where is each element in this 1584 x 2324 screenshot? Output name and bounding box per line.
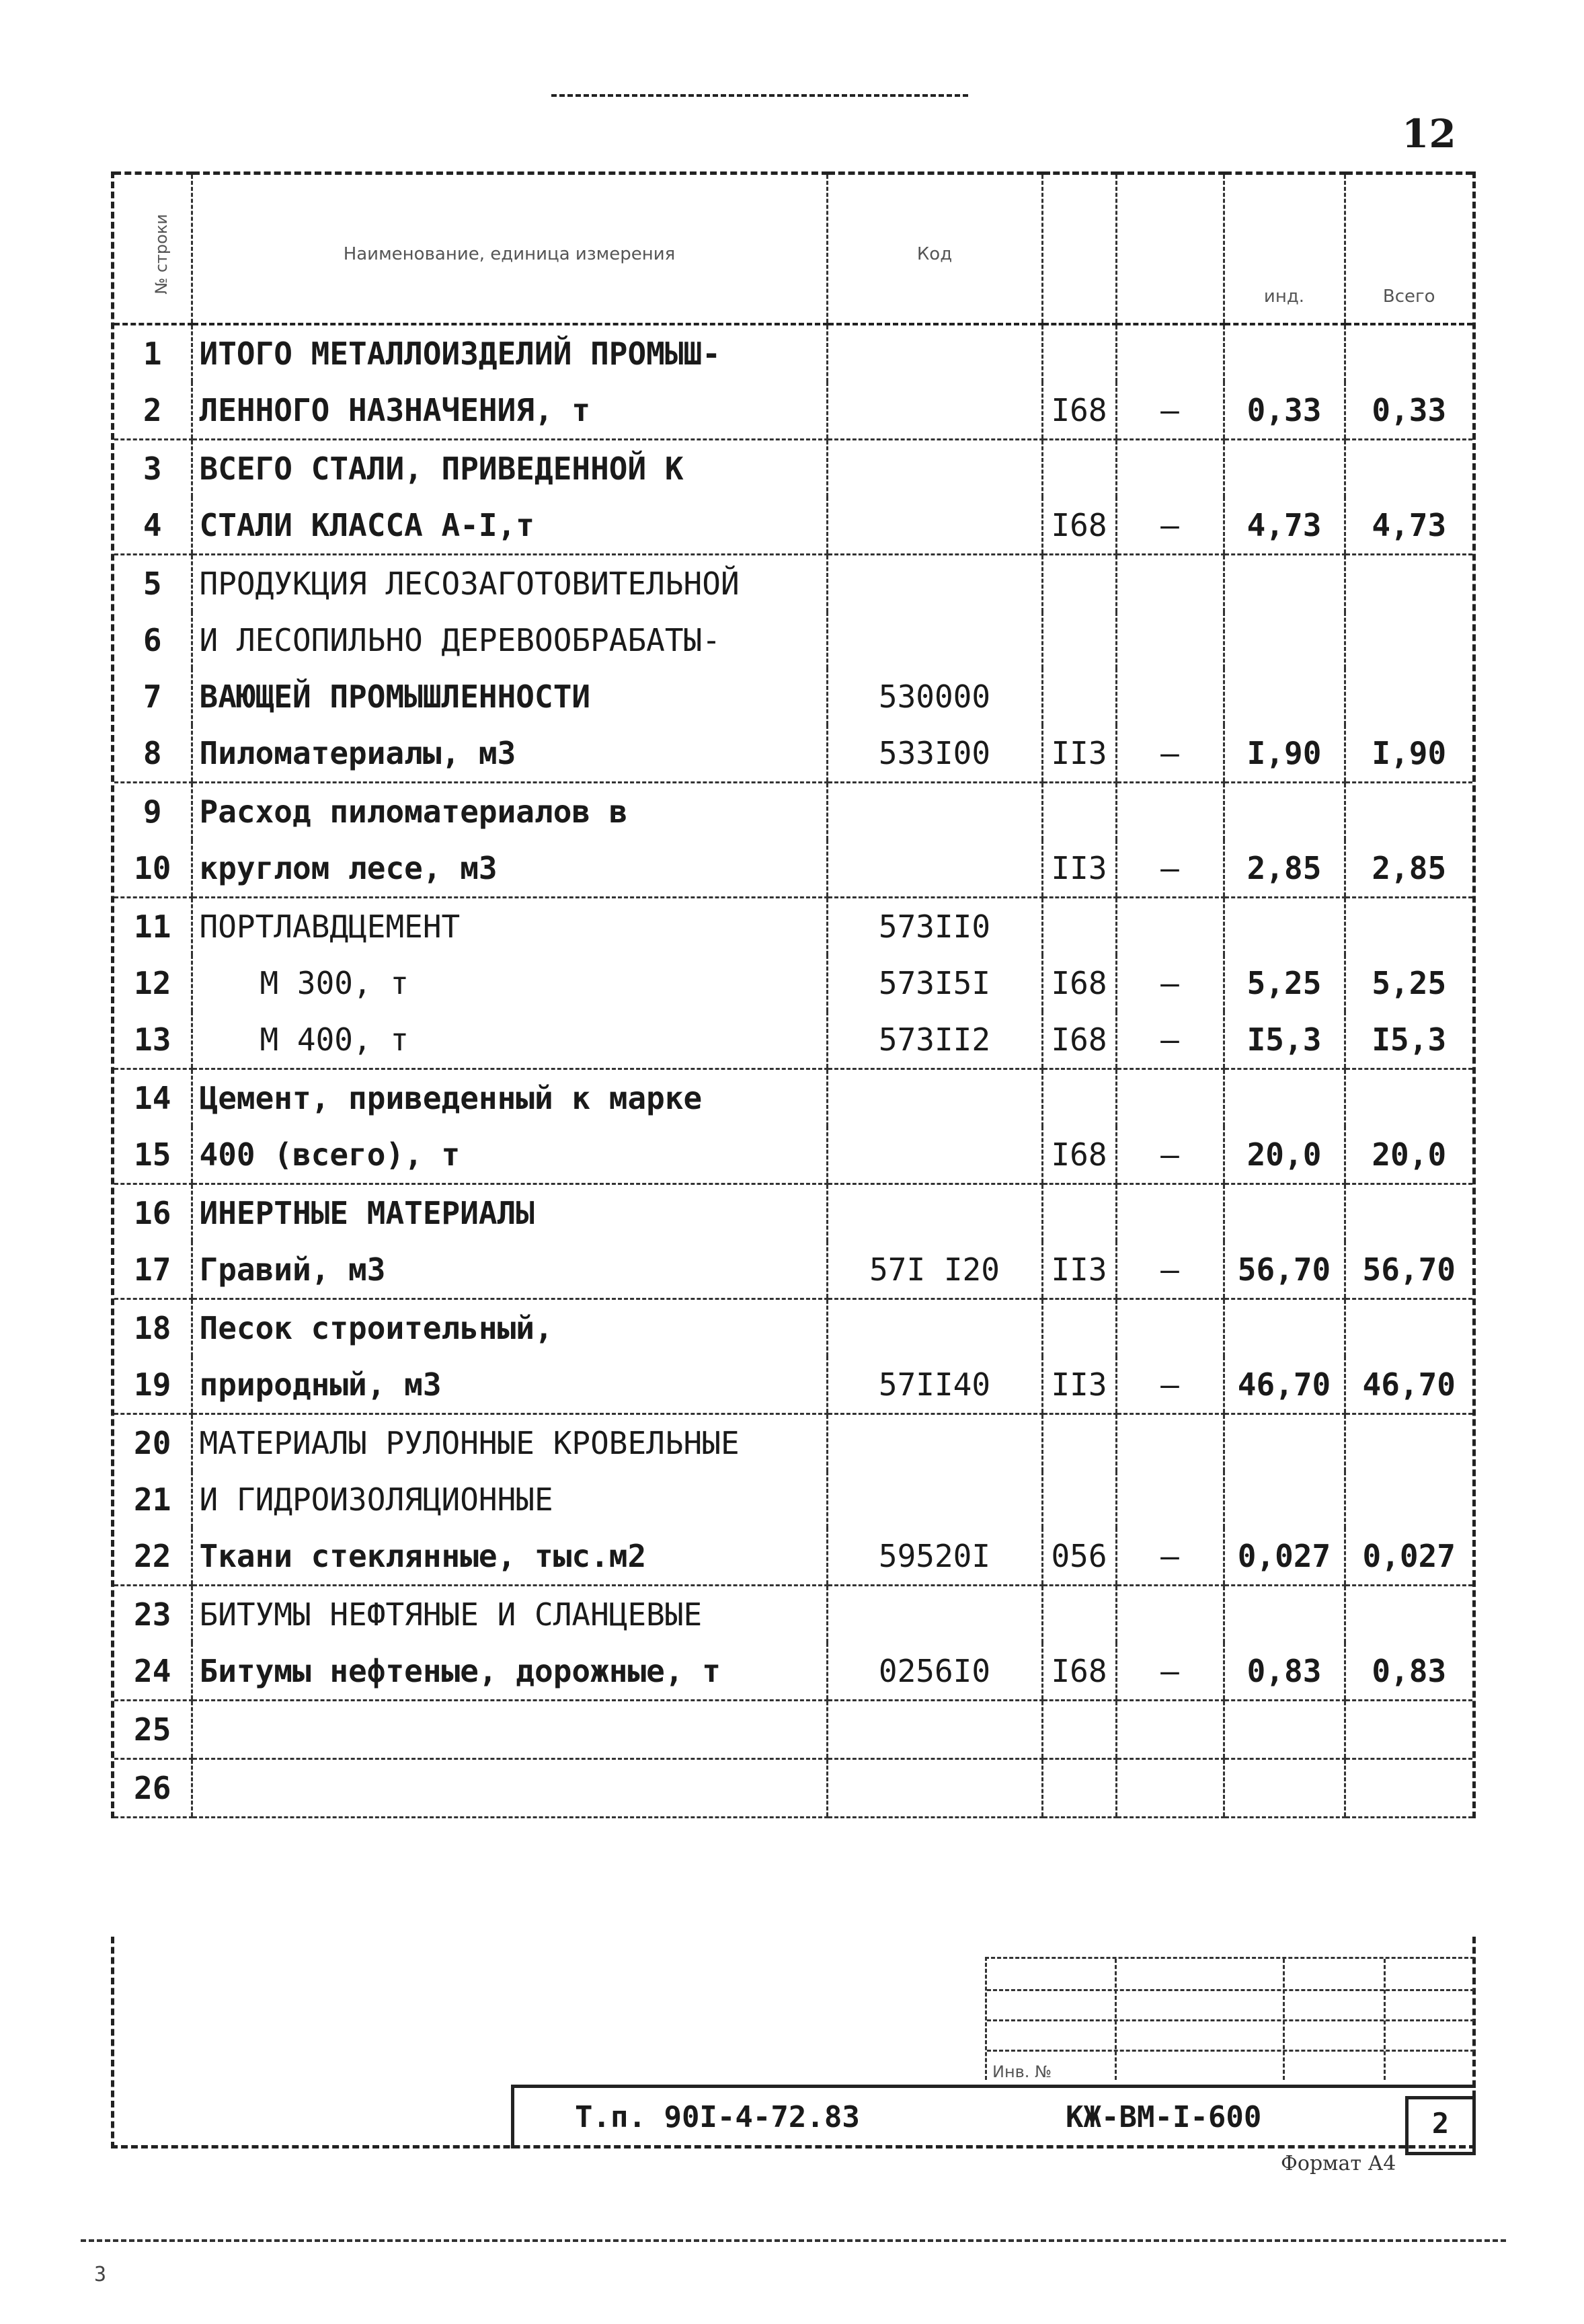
row-total — [1345, 1701, 1472, 1759]
row-name: ПРОДУКЦИЯ ЛЕСОЗАГОТОВИТЕЛЬНОЙ — [192, 555, 827, 613]
row-mark — [1116, 612, 1224, 668]
row-number: 7 — [143, 679, 162, 715]
row-number: 1 — [143, 336, 162, 372]
row-code — [827, 1069, 1042, 1127]
row-number: 24 — [114, 1643, 192, 1701]
row-unit-code — [1042, 898, 1116, 956]
table-header-row — [114, 173, 1472, 325]
page-number: 12 — [1402, 111, 1456, 157]
row-mark — [1116, 1701, 1224, 1759]
row-quantity: 5,25 — [1224, 955, 1345, 1011]
row-total: I5,3 — [1345, 1011, 1472, 1069]
row-code — [827, 555, 1042, 613]
row-code — [827, 612, 1042, 668]
table-row — [114, 1471, 1472, 1528]
row-unit-code: II3 — [1042, 840, 1116, 898]
row-mark — [1116, 1759, 1224, 1818]
row-number: 6 — [143, 622, 162, 658]
row-quantity — [1224, 440, 1345, 498]
row-mark: — — [1116, 1643, 1224, 1701]
row-number: 22 — [114, 1528, 192, 1586]
row-total: 20,0 — [1345, 1126, 1472, 1184]
row-mark: — — [1116, 1126, 1224, 1184]
table-row — [114, 555, 1472, 613]
row-unit-code: II3 — [1042, 1356, 1116, 1414]
row-mark — [1116, 1184, 1224, 1242]
row-mark: — — [1116, 1241, 1224, 1299]
table-row — [114, 382, 1472, 440]
row-unit-code: I68 — [1042, 382, 1116, 440]
table-row — [114, 668, 1472, 725]
corner-mark: 3 — [94, 2263, 107, 2286]
table-row — [114, 1759, 1472, 1818]
row-code — [827, 1759, 1042, 1818]
row-total: 4,73 — [1345, 497, 1472, 555]
row-number: 18 — [134, 1310, 171, 1346]
table-row — [114, 1241, 1472, 1299]
row-total — [1345, 898, 1472, 956]
row-mark: — — [1116, 497, 1224, 555]
row-number: 12 — [134, 965, 171, 1001]
row-total — [1345, 555, 1472, 613]
table-row — [114, 1528, 1472, 1586]
header-mark — [1116, 173, 1224, 325]
row-number: 2 — [114, 382, 192, 440]
table-row — [114, 1643, 1472, 1701]
row-mark — [1116, 555, 1224, 613]
row-name: ЛЕННОГО НАЗНАЧЕНИЯ, т — [192, 382, 827, 440]
row-quantity — [1224, 783, 1345, 841]
row-mark: — — [1116, 1528, 1224, 1586]
row-number: 8 — [114, 725, 192, 783]
row-quantity — [1224, 324, 1345, 382]
row-name: природный, м3 — [192, 1356, 827, 1414]
row-unit-code: II3 — [1042, 1241, 1116, 1299]
row-code — [827, 497, 1042, 555]
row-quantity: 46,70 — [1224, 1356, 1345, 1414]
row-number: 26 — [114, 1759, 192, 1818]
row-name: Битумы нефтеные, дорожные, т — [192, 1643, 827, 1701]
row-code: 57I I20 — [827, 1241, 1042, 1299]
row-code — [827, 1414, 1042, 1472]
row-number: 16 — [134, 1195, 171, 1231]
row-unit-code: II3 — [1042, 725, 1116, 783]
row-total: 5,25 — [1345, 955, 1472, 1011]
row-code — [827, 1184, 1042, 1242]
row-quantity: 4,73 — [1224, 497, 1345, 555]
row-mark — [1116, 440, 1224, 498]
format-label: Формат А4 — [1281, 2152, 1396, 2175]
bottom-dash-line — [81, 2239, 1506, 2242]
row-number: 17 — [114, 1241, 192, 1299]
row-mark: — — [1116, 725, 1224, 783]
row-unit-code — [1042, 612, 1116, 668]
row-mark: — — [1116, 1011, 1224, 1069]
row-name: И ЛЕСОПИЛЬНО ДЕРЕВООБРАБАТЫ- — [192, 612, 827, 668]
row-name: Ткани стеклянные, тыс.м2 — [192, 1528, 827, 1586]
row-name: ПОРТЛАВДЦЕМЕНТ — [192, 898, 827, 956]
row-number: 13 — [114, 1011, 192, 1069]
row-name: ИТОГО МЕТАЛЛОИЗДЕЛИЙ ПРОМЫШ- — [192, 324, 827, 382]
row-mark — [1116, 1414, 1224, 1472]
row-total — [1345, 1414, 1472, 1472]
row-unit-code — [1042, 1184, 1116, 1242]
table-row — [114, 955, 1472, 1011]
table-row — [114, 1701, 1472, 1759]
row-code — [827, 1586, 1042, 1643]
row-number: 5 — [143, 566, 162, 602]
row-total: 56,70 — [1345, 1241, 1472, 1299]
table-row — [114, 840, 1472, 898]
row-code — [827, 324, 1042, 382]
header-row-no: № строки — [114, 173, 192, 325]
row-quantity — [1224, 1759, 1345, 1818]
specification-table — [114, 171, 1472, 1818]
row-code: 533I00 — [827, 725, 1042, 783]
row-unit-code — [1042, 324, 1116, 382]
row-total — [1345, 783, 1472, 841]
title-block — [111, 1937, 1476, 2148]
revision-grid — [985, 1957, 1474, 2080]
row-code — [827, 783, 1042, 841]
sheet-number: 2 — [1405, 2096, 1476, 2155]
row-number: 9 — [143, 793, 162, 830]
row-name: МАТЕРИАЛЫ РУЛОННЫЕ КРОВЕЛЬНЫЕ — [192, 1414, 827, 1472]
table-row — [114, 1299, 1472, 1357]
row-mark — [1116, 898, 1224, 956]
row-unit-code — [1042, 668, 1116, 725]
row-quantity: 56,70 — [1224, 1241, 1345, 1299]
row-code: 573II0 — [827, 898, 1042, 956]
row-total: 2,85 — [1345, 840, 1472, 898]
row-number: 25 — [114, 1701, 192, 1759]
row-name — [192, 1701, 827, 1759]
row-unit-code — [1042, 1586, 1116, 1643]
document-title-box — [511, 2085, 1476, 2148]
row-mark: — — [1116, 840, 1224, 898]
table-row — [114, 783, 1472, 841]
row-number: 15 — [114, 1126, 192, 1184]
row-total — [1345, 612, 1472, 668]
header-unit — [1042, 173, 1116, 325]
row-unit-code: I68 — [1042, 955, 1116, 1011]
row-code: 59520I — [827, 1528, 1042, 1586]
row-quantity: 0,027 — [1224, 1528, 1345, 1586]
row-mark: — — [1116, 382, 1224, 440]
row-quantity — [1224, 1586, 1345, 1643]
row-quantity: 0,83 — [1224, 1643, 1345, 1701]
row-quantity: 2,85 — [1224, 840, 1345, 898]
row-name: М 400, т — [192, 1011, 827, 1069]
row-code — [827, 1299, 1042, 1357]
row-name: БИТУМЫ НЕФТЯНЫЕ И СЛАНЦЕВЫЕ — [192, 1586, 827, 1643]
row-number: 23 — [134, 1596, 171, 1633]
row-number: 21 — [134, 1481, 171, 1518]
row-total: 46,70 — [1345, 1356, 1472, 1414]
row-number: 10 — [114, 840, 192, 898]
row-unit-code: I68 — [1042, 1011, 1116, 1069]
row-total: 0,33 — [1345, 382, 1472, 440]
row-name: М 300, т — [192, 955, 827, 1011]
row-code: 530000 — [827, 668, 1042, 725]
document-code: КЖ-ВМ-I-600 — [1066, 2100, 1262, 2134]
row-number: 19 — [114, 1356, 192, 1414]
row-quantity — [1224, 1701, 1345, 1759]
table-row — [114, 1011, 1472, 1069]
row-quantity — [1224, 1069, 1345, 1127]
row-number: 14 — [134, 1080, 171, 1116]
row-quantity: I,90 — [1224, 725, 1345, 783]
row-quantity: 0,33 — [1224, 382, 1345, 440]
row-total — [1345, 440, 1472, 498]
table-row — [114, 1414, 1472, 1472]
row-quantity — [1224, 612, 1345, 668]
row-quantity — [1224, 898, 1345, 956]
row-name: СТАЛИ КЛАССА А-I,т — [192, 497, 827, 555]
table-row — [114, 612, 1472, 668]
row-name: И ГИДРОИЗОЛЯЦИОННЫЕ — [192, 1471, 827, 1528]
row-total: 0,83 — [1345, 1643, 1472, 1701]
row-quantity — [1224, 1471, 1345, 1528]
row-unit-code — [1042, 1414, 1116, 1472]
table-row — [114, 324, 1472, 382]
table-row — [114, 1356, 1472, 1414]
row-unit-code — [1042, 1471, 1116, 1528]
row-unit-code: I68 — [1042, 497, 1116, 555]
row-code: 0256I0 — [827, 1643, 1042, 1701]
row-unit-code: 056 — [1042, 1528, 1116, 1586]
table-row — [114, 497, 1472, 555]
row-number: 20 — [134, 1425, 171, 1461]
header-name: Наименование, единица измерения — [192, 173, 827, 325]
row-code: 573I5I — [827, 955, 1042, 1011]
row-name: Песок строительный, — [192, 1299, 827, 1357]
row-unit-code — [1042, 783, 1116, 841]
row-total — [1345, 1299, 1472, 1357]
row-total — [1345, 1471, 1472, 1528]
row-mark — [1116, 324, 1224, 382]
header-qty: инд. — [1224, 173, 1345, 325]
row-name: Цемент, приведенный к марке — [192, 1069, 827, 1127]
row-quantity — [1224, 1184, 1345, 1242]
row-total: I,90 — [1345, 725, 1472, 783]
row-number: 3 — [143, 451, 162, 487]
row-quantity — [1224, 668, 1345, 725]
row-name: ВАЮЩЕЙ ПРОМЫШЛЕННОСТИ — [192, 668, 827, 725]
row-mark — [1116, 1586, 1224, 1643]
header-total: Всего — [1345, 173, 1472, 325]
row-code — [827, 382, 1042, 440]
row-code — [827, 1126, 1042, 1184]
table-row — [114, 1184, 1472, 1242]
row-unit-code — [1042, 1759, 1116, 1818]
row-unit-code — [1042, 555, 1116, 613]
header-code: Код — [827, 173, 1042, 325]
row-name: Пиломатериалы, м3 — [192, 725, 827, 783]
row-number: 4 — [114, 497, 192, 555]
row-code — [827, 1471, 1042, 1528]
row-mark — [1116, 1471, 1224, 1528]
row-quantity: I5,3 — [1224, 1011, 1345, 1069]
row-name: 400 (всего), т — [192, 1126, 827, 1184]
table-row — [114, 1586, 1472, 1643]
row-quantity: 20,0 — [1224, 1126, 1345, 1184]
document-reference: Т.п. 90I-4-72.83 — [575, 2100, 860, 2134]
row-mark: — — [1116, 1356, 1224, 1414]
row-mark — [1116, 1069, 1224, 1127]
top-dash-line — [551, 94, 968, 97]
row-name: ИНЕРТНЫЕ МАТЕРИАЛЫ — [192, 1184, 827, 1242]
row-code — [827, 840, 1042, 898]
table-row — [114, 1069, 1472, 1127]
row-unit-code: I68 — [1042, 1126, 1116, 1184]
row-unit-code: I68 — [1042, 1643, 1116, 1701]
row-mark — [1116, 783, 1224, 841]
row-name: Гравий, м3 — [192, 1241, 827, 1299]
row-code: 57II40 — [827, 1356, 1042, 1414]
table-row — [114, 725, 1472, 783]
row-quantity — [1224, 1299, 1345, 1357]
row-unit-code — [1042, 440, 1116, 498]
row-mark — [1116, 1299, 1224, 1357]
row-total — [1345, 1759, 1472, 1818]
specification-sheet — [111, 171, 1476, 1818]
row-total — [1345, 1184, 1472, 1242]
inventory-label: Инв. № — [992, 2062, 1052, 2081]
table-row — [114, 898, 1472, 956]
row-name: ВСЕГО СТАЛИ, ПРИВЕДЕННОЙ К — [192, 440, 827, 498]
row-quantity — [1224, 555, 1345, 613]
row-mark — [1116, 668, 1224, 725]
row-mark: — — [1116, 955, 1224, 1011]
row-name: Расход пиломатериалов в — [192, 783, 827, 841]
table-row — [114, 440, 1472, 498]
row-total — [1345, 324, 1472, 382]
row-code — [827, 1701, 1042, 1759]
row-total — [1345, 1069, 1472, 1127]
row-code: 573II2 — [827, 1011, 1042, 1069]
row-unit-code — [1042, 1069, 1116, 1127]
row-name — [192, 1759, 827, 1818]
row-name: круглом лесе, м3 — [192, 840, 827, 898]
row-unit-code — [1042, 1701, 1116, 1759]
row-quantity — [1224, 1414, 1345, 1472]
row-total — [1345, 668, 1472, 725]
row-number: 11 — [134, 908, 171, 945]
row-code — [827, 440, 1042, 498]
row-total — [1345, 1586, 1472, 1643]
row-total: 0,027 — [1345, 1528, 1472, 1586]
row-unit-code — [1042, 1299, 1116, 1357]
table-row — [114, 1126, 1472, 1184]
